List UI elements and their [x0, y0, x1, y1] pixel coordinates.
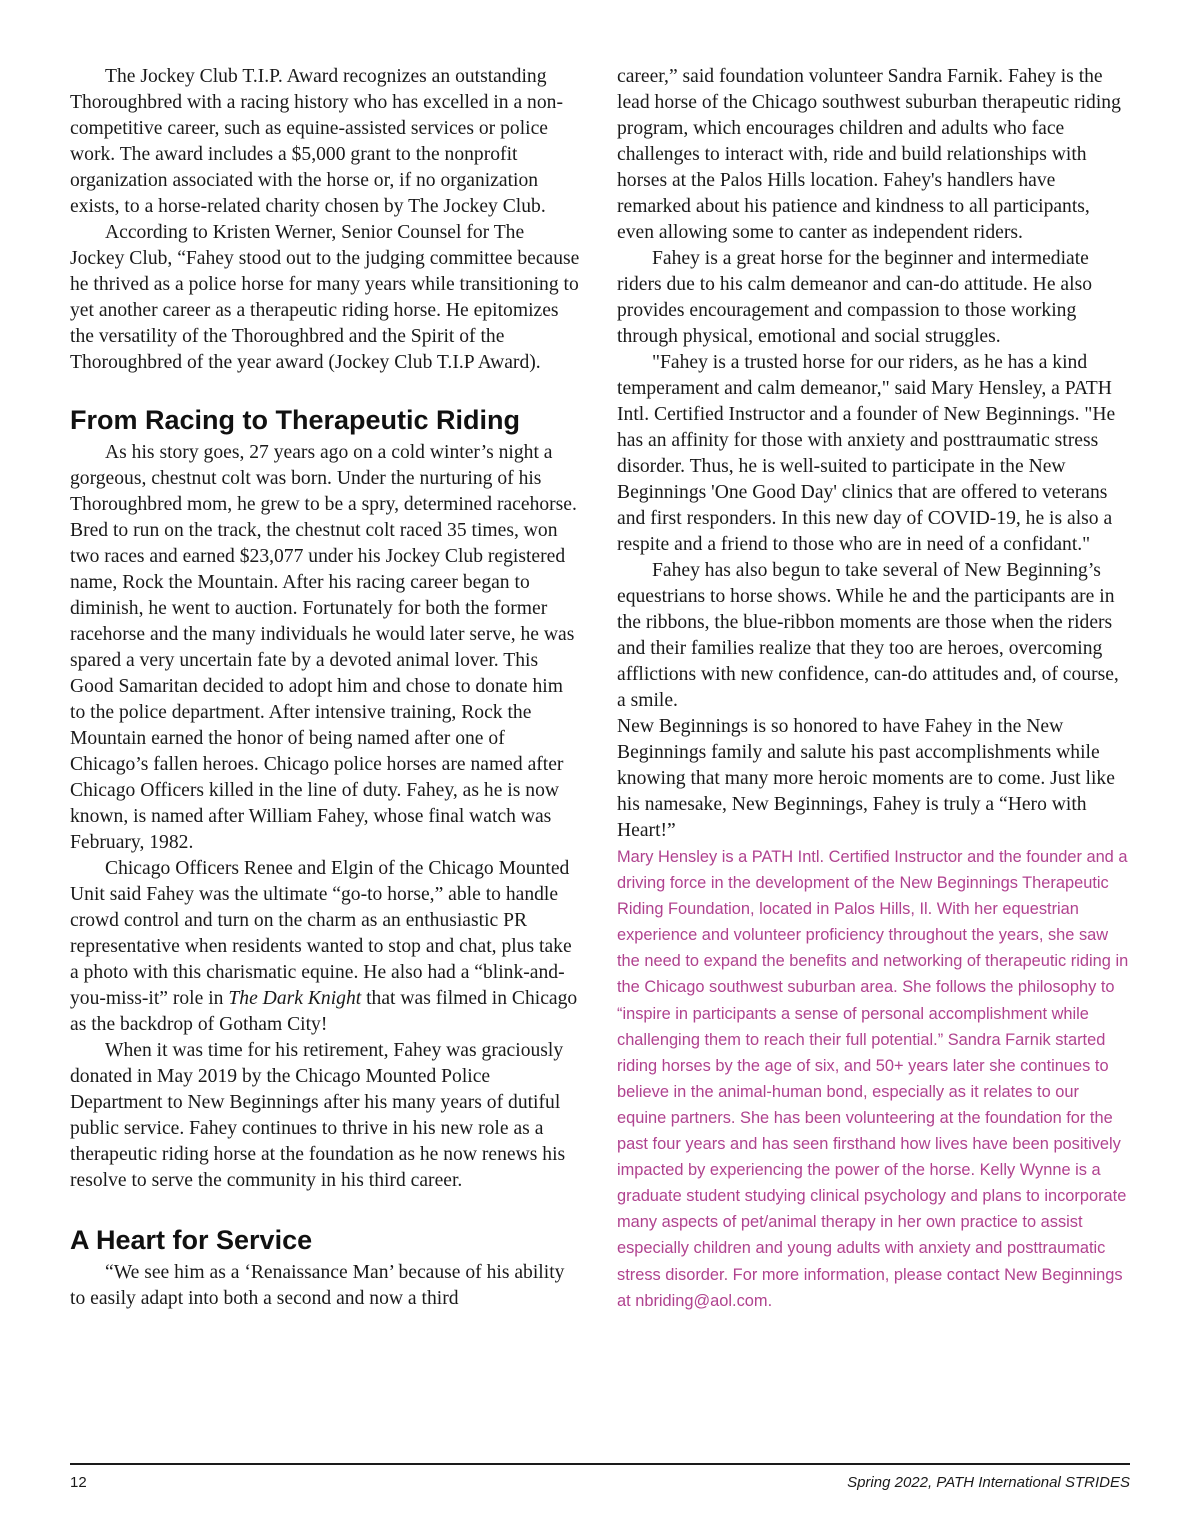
paragraph-text: Chicago Officers Renee and Elgin of the Chicago Mounted Unit said Fahey was the ultimate “go-to horse,” able to handle crowd control and turn on the charm as an enthusiastic PR representative when residents wanted to stop and chat, plus take a photo with this charismatic equine. He also had a “blink-and-you-miss-it” role in: [70, 858, 572, 1009]
article-paragraph: When it was time for his retirement, Fahey was graciously donated in May 2019 by the Chicago Mounted Police Department to New Beginnings after his many years of dutiful public service. Fahey continues to thrive in his new role as a therapeutic riding horse at the foundation as he now renews his resolve to serve the community in his third career.: [70, 1040, 566, 1191]
section-heading-service: A Heart for Service: [70, 1225, 313, 1255]
article-paragraph: According to Kristen Werner, Senior Counsel for The Jockey Club, “Fahey stood out to the judging committee because he thrived as a police horse for many years while transitioning to yet another career as a therapeutic riding horse. He epitomizes the versatility of the Thoroughbred and the Spirit of the Thoroughbred of the year award (Jockey Club T.I.P Award).: [70, 222, 580, 373]
left-column: [70, 64, 582, 1312]
article-paragraph: Fahey has also begun to take several of New Beginning’s equestrians to horse shows. While he and the participants are in the ribbons, the blue-ribbon moments are those when the riders and their families realize that they too are heroes, overcoming afflictions with new confidence, can-do attitudes and, of course, a smile.: [617, 560, 1119, 711]
article-paragraph: As his story goes, 27 years ago on a cold winter’s night a gorgeous, chestnut colt was born. Under the nurturing of his Thoroughbred mom, he grew to be a spry, determined racehorse. Bred to run on the track, the chestnut colt raced 35 times, won two races and earned $23,077 under his Jockey Club registered name, Rock the Mountain. After his racing career began to diminish, he went to auction. Fortunately for both the former racehorse and the many individuals he would later serve, he was spared a very uncertain fate by a devoted animal lover. This Good Samaritan decided to adopt him and chose to donate him to the police department. After intensive training, Rock the Mountain earned the honor of being named after one of Chicago’s fallen heroes. Chicago police horses are named after Chicago Officers killed in the line of duty. Fahey, as he is now known, is named after William Fahey, whose final watch was February, 1982.: [70, 442, 577, 853]
right-column: [617, 64, 1130, 1314]
section-heading-racing: From Racing to Therapeutic Riding: [70, 405, 521, 435]
film-title: The Dark Knight: [228, 988, 362, 1009]
article-paragraph: The Jockey Club T.I.P. Award recognizes an outstanding Thoroughbred with a racing history who has excelled in a non-competitive career, such as equine-assisted services or police work. The award includes a $5,000 grant to the nonprofit organization associated with the horse or, if no organization exists, to a horse-related charity chosen by The Jockey Club.: [70, 66, 563, 217]
footer-rule: [70, 1463, 1130, 1465]
publication-credit: Spring 2022, PATH International STRIDES: [847, 1474, 1130, 1491]
article-paragraph: New Beginnings is so honored to have Fahey in the New Beginnings family and salute his past accomplishments while knowing that many more heroic moments are to come. Just like his namesake, New Beginnings, Fahey is truly a “Hero with Heart!”: [617, 716, 1115, 841]
article-paragraph: career,” said foundation volunteer Sandra Farnik. Fahey is the lead horse of the Chicago southwest suburban therapeutic riding program, which encourages children and adults who face challenges to interact with, ride and build relationships with horses at the Palos Hills location. Fahey's handlers have remarked about his patience and kindness to all participants, even allowing some to canter as independent riders.: [617, 66, 1121, 243]
paragraph-text: that was filmed in Chicago as the backdrop of Gotham City!: [70, 988, 578, 1035]
article-paragraph: Fahey is a great horse for the beginner and intermediate riders due to his calm demeanor and can-do attitude. He also provides encouragement and compassion to those working through physical, emotional and social struggles.: [617, 248, 1092, 347]
author-bio: Mary Hensley is a PATH Intl. Certified Instructor and the founder and a driving force in the development of the New Beginnings Therapeutic Riding Foundation, located in Palos Hills, Il. With her equestrian experience and volunteer proficiency throughout the years, she saw the need to expand the benefits and networking of therapeutic riding in the Chicago southwest suburban area. She follows the philosophy to “inspire in participants a sense of personal accomplishment while challenging them to reach their full potential.” Sandra Farnik started riding horses by the age of six, and 50+ years later she continues to believe in the animal-human bond, especially as it relates to our equine partners. She has been volunteering at the foundation for the past four years and has seen firsthand how lives have been positively impacted by experiencing the power of the horse. Kelly Wynne is a graduate student studying clinical psychology and plans to incorporate many aspects of pet/animal therapy in her own practice to assist especially children and young adults with anxiety and posttraumatic stress disorder. For more information, please contact New Beginnings at nbriding@aol.com.: [617, 848, 1129, 1310]
article-paragraph: [70, 856, 582, 1038]
page-number: 12: [70, 1474, 87, 1491]
article-paragraph: "Fahey is a trusted horse for our riders, as he has a kind temperament and calm demeanor," said Mary Hensley, a PATH Intl. Certified Instructor and a founder of New Beginnings. "He has an affinity for those with anxiety and posttraumatic stress disorder. Thus, he is well-suited to participate in the New Beginnings 'One Good Day' clinics that are offered to veterans and first responders. In this new day of COVID-19, he is also a respite and a friend to those who are in need of a confidant.": [617, 352, 1116, 555]
article-paragraph: “We see him as a ‘Renaissance Man’ because of his ability to easily adapt into both a second and now a third: [70, 1262, 565, 1309]
